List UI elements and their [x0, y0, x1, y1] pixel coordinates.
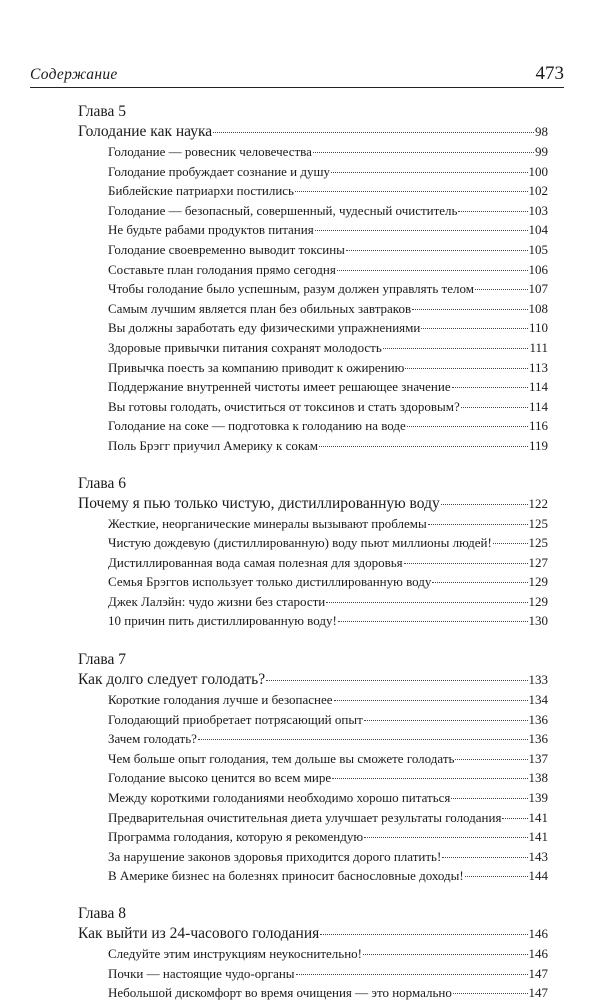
- dot-leader: [213, 132, 534, 133]
- dot-leader: [364, 720, 528, 721]
- chapter-title-row[interactable]: [78, 924, 548, 944]
- toc-entry-title: Жесткие, неорганические минералы вызывают проблемы: [108, 515, 427, 531]
- toc-entry-page-number: 136: [528, 711, 548, 727]
- dot-leader: [363, 954, 528, 955]
- dot-leader: [458, 211, 527, 212]
- dot-leader: [465, 876, 528, 877]
- toc-entry-title: В Америке бизнес на болезнях приносит баснословные доходы!: [108, 868, 464, 884]
- dot-leader: [452, 387, 528, 388]
- chapter-page-number: 146: [528, 926, 548, 941]
- toc-entry-page-number: 130: [528, 613, 548, 629]
- chapter-title: Голодание как наука: [78, 123, 213, 140]
- toc-entry-title: Голодающий приобретает потрясающий опыт: [108, 711, 363, 727]
- toc-entry-title: Почки — настоящие чудо-органы: [108, 965, 295, 981]
- toc-entry[interactable]: [78, 866, 548, 886]
- running-header-title: Содержание: [30, 66, 118, 83]
- toc-entry-page-number: 143: [528, 848, 548, 864]
- toc-entry[interactable]: [78, 964, 548, 984]
- toc-entry-page-number: 119: [528, 437, 548, 453]
- toc-entry-page-number: 144: [528, 868, 548, 884]
- toc-entry-page-number: 103: [528, 202, 548, 218]
- chapter-page-number: 98: [535, 124, 548, 139]
- dot-leader: [451, 798, 527, 799]
- toc-entry-page-number: 102: [528, 183, 548, 199]
- toc-entry-page-number: 138: [528, 770, 548, 786]
- toc-entry[interactable]: [78, 142, 548, 162]
- dot-leader: [296, 974, 528, 975]
- toc-entry-page-number: 137: [528, 750, 548, 766]
- dot-leader: [428, 524, 528, 525]
- dot-leader: [295, 191, 528, 192]
- toc-entry[interactable]: [78, 749, 548, 769]
- toc-entry[interactable]: [78, 358, 548, 378]
- toc-entry-title: Между короткими голоданиями необходимо хорошо питаться: [108, 790, 451, 806]
- toc-entry-title: Вы готовы голодать, очиститься от токсинов и стать здоровым?: [108, 398, 460, 414]
- dot-leader: [432, 582, 527, 583]
- dot-leader: [461, 407, 528, 408]
- toc-entry[interactable]: [78, 847, 548, 867]
- toc-entry-page-number: 146: [528, 946, 548, 961]
- toc-entry-title: Следуйте этим инструкциям неукоснительно!: [108, 946, 362, 961]
- dot-leader: [441, 504, 528, 505]
- toc-entry-page-number: 100: [528, 163, 548, 179]
- dot-leader: [331, 172, 527, 173]
- running-header: [30, 62, 564, 88]
- dot-leader: [334, 700, 528, 701]
- toc-entry[interactable]: [78, 338, 548, 358]
- toc-entry[interactable]: [78, 181, 548, 201]
- toc-entry-page-number: 110: [528, 320, 548, 336]
- toc-entry-title: Поддержание внутренней чистоты имеет решающее значение: [108, 379, 451, 395]
- chapter-page-number: 122: [528, 495, 548, 511]
- toc-entry[interactable]: [78, 592, 548, 612]
- toc-entry-title: Не будьте рабами продуктов питания: [108, 222, 314, 238]
- toc-entry-page-number: 141: [528, 809, 548, 825]
- toc-entry-page-number: 129: [528, 574, 548, 590]
- toc-entry[interactable]: [78, 944, 548, 964]
- toc-entry-title: Предварительная очистительная диета улучшает результаты голодания: [108, 809, 502, 825]
- toc-entry-page-number: 125: [528, 535, 548, 551]
- dot-leader: [346, 250, 528, 251]
- dot-leader: [405, 368, 528, 369]
- toc-entry-title: За нарушение законов здоровья приходится дорого платить!: [108, 848, 442, 864]
- toc-entry[interactable]: [78, 240, 548, 260]
- dot-leader: [319, 446, 528, 447]
- dot-leader: [315, 230, 528, 231]
- dot-leader: [407, 426, 528, 427]
- toc-entry-title: Здоровые привычки питания сохранят молодость: [108, 339, 382, 355]
- chapter-title: Почему я пью только чистую, дистиллированную воду: [78, 494, 440, 512]
- toc-entry-title: Поль Брэгг приучил Америку к сокам: [108, 437, 318, 453]
- toc-entry-title: Дистиллированная вода самая полезная для здоровья: [108, 554, 403, 570]
- toc-entry-title: Джек Лалэйн: чудо жизни без старости: [108, 593, 326, 609]
- chapter-title-row[interactable]: [78, 670, 548, 690]
- chapter-title-row[interactable]: [78, 122, 548, 142]
- dot-leader: [383, 348, 529, 349]
- dot-leader: [412, 309, 527, 310]
- toc-chapter: [78, 649, 548, 886]
- toc-entry[interactable]: [78, 201, 548, 221]
- dot-leader: [266, 680, 527, 681]
- toc-entry[interactable]: [78, 416, 548, 436]
- toc-entry-title: 10 причин пить дистиллированную воду!: [108, 613, 337, 629]
- toc-entry-page-number: 114: [528, 398, 548, 414]
- toc-entry[interactable]: [78, 827, 548, 847]
- toc-entry-page-number: 104: [528, 222, 548, 238]
- toc-entry-title: Голодание высоко ценится во всем мире: [108, 770, 332, 786]
- chapter-label: Глава 7: [78, 651, 127, 669]
- page-number: 473: [535, 63, 564, 84]
- toc-entry-page-number: 105: [528, 241, 548, 257]
- toc-entry-title: Программа голодания, которую я рекомендую: [108, 829, 364, 845]
- toc-entry[interactable]: [78, 611, 548, 631]
- toc-entry-page-number: 99: [535, 144, 548, 159]
- dot-leader: [320, 934, 527, 935]
- toc-entry[interactable]: [78, 690, 548, 710]
- toc-entry-title: Короткие голодания лучше и безопаснее: [108, 692, 333, 708]
- chapter-title: Как долго следует голодать?: [78, 671, 266, 689]
- chapter-label: Глава 6: [78, 474, 127, 492]
- toc-entry-title: Голодание на соке — подготовка к голоданию на воде: [108, 418, 406, 434]
- toc-entry[interactable]: [78, 768, 548, 788]
- toc-entry[interactable]: [78, 279, 548, 299]
- toc-entry-title: Голодание своевременно выводит токсины: [108, 241, 345, 257]
- dot-leader: [442, 857, 527, 858]
- toc-entry-title: Семья Брэггов использует только дистиллированную воду: [108, 574, 432, 590]
- toc-entry-page-number: 147: [528, 985, 548, 1001]
- toc-entry[interactable]: [78, 377, 548, 397]
- dot-leader: [404, 563, 528, 564]
- toc-entry[interactable]: [78, 533, 548, 553]
- dot-leader: [455, 759, 527, 760]
- dot-leader: [326, 602, 527, 603]
- toc-entry-page-number: 114: [528, 379, 548, 395]
- toc-entry-title: Вы должны заработать еду физическими упражнениями: [108, 320, 421, 336]
- header-rule: [30, 87, 564, 88]
- toc-chapter: [78, 101, 548, 456]
- toc-entry[interactable]: [78, 514, 548, 534]
- toc-entry-title: Зачем голодать?: [108, 731, 197, 747]
- toc-entry-page-number: 107: [528, 281, 548, 297]
- toc-entry-page-number: 116: [528, 418, 548, 434]
- toc-entry-title: Чистую дождевую (дистиллированную) воду пьют миллионы людей!: [108, 535, 492, 551]
- dot-leader: [337, 270, 528, 271]
- toc-entry-title: Самым лучшим является план без обильных завтраков: [108, 300, 412, 316]
- chapter-page-number: 133: [528, 672, 548, 688]
- table-of-contents: [78, 101, 548, 1007]
- toc-entry-page-number: 129: [528, 593, 548, 609]
- toc-entry[interactable]: [78, 397, 548, 417]
- toc-entry[interactable]: [78, 260, 548, 280]
- toc-entry[interactable]: [78, 220, 548, 240]
- dot-leader: [332, 778, 527, 779]
- toc-entry[interactable]: [78, 572, 548, 592]
- toc-entry-page-number: 134: [528, 692, 548, 708]
- toc-entry[interactable]: [78, 788, 548, 808]
- toc-entry-page-number: 125: [528, 515, 548, 531]
- toc-entry[interactable]: [78, 983, 548, 1003]
- dot-leader: [453, 993, 528, 994]
- toc-entry[interactable]: [78, 162, 548, 182]
- chapter-label: Глава 8: [78, 905, 127, 922]
- dot-leader: [421, 328, 528, 329]
- toc-entry[interactable]: [78, 553, 548, 573]
- toc-entry[interactable]: [78, 299, 548, 319]
- toc-entry-title: Библейские патриархи постились: [108, 183, 294, 199]
- toc-entry[interactable]: [78, 318, 548, 338]
- toc-entry-title: Голодание — безопасный, совершенный, чудесный очиститель: [108, 202, 458, 218]
- dot-leader: [475, 289, 528, 290]
- dot-leader: [198, 739, 528, 740]
- toc-entry-title: Небольшой дискомфорт во время очищения — это нормально: [108, 985, 452, 1001]
- chapter-label: Глава 5: [78, 103, 127, 120]
- toc-entry[interactable]: [78, 436, 548, 456]
- chapter-title-row[interactable]: [78, 494, 548, 514]
- toc-entry[interactable]: [78, 808, 548, 828]
- dot-leader: [338, 621, 528, 622]
- toc-entry-title: Голодание — ровесник человечества: [108, 144, 312, 159]
- dot-leader: [364, 837, 527, 838]
- toc-chapter: [78, 473, 548, 632]
- chapter-title: Как выйти из 24-часового голодания: [78, 925, 320, 942]
- toc-chapter: [78, 903, 548, 1003]
- toc-entry-page-number: 139: [528, 790, 548, 806]
- dot-leader: [493, 543, 528, 544]
- dot-leader: [313, 152, 534, 153]
- toc-entry[interactable]: [78, 710, 548, 730]
- toc-entry-title: Составьте план голодания прямо сегодня: [108, 261, 336, 277]
- toc-entry-page-number: 136: [528, 731, 548, 747]
- toc-entry-title: Чем больше опыт голодания, тем дольше вы сможете голодать: [108, 750, 455, 766]
- toc-entry[interactable]: [78, 729, 548, 749]
- toc-entry-title: Голодание пробуждает сознание и душу: [108, 163, 331, 179]
- dot-leader: [502, 818, 527, 819]
- toc-entry-page-number: 108: [528, 300, 548, 316]
- toc-entry-page-number: 106: [528, 261, 548, 277]
- toc-entry-page-number: 127: [528, 554, 548, 570]
- toc-entry-page-number: 111: [529, 339, 548, 355]
- toc-entry-page-number: 147: [528, 965, 548, 981]
- toc-entry-page-number: 113: [528, 359, 548, 375]
- toc-entry-title: Привычка поесть за компанию приводит к ожирению: [108, 359, 405, 375]
- toc-entry-page-number: 141: [528, 829, 548, 845]
- toc-entry-title: Чтобы голодание было успешным, разум должен управлять телом: [108, 281, 474, 297]
